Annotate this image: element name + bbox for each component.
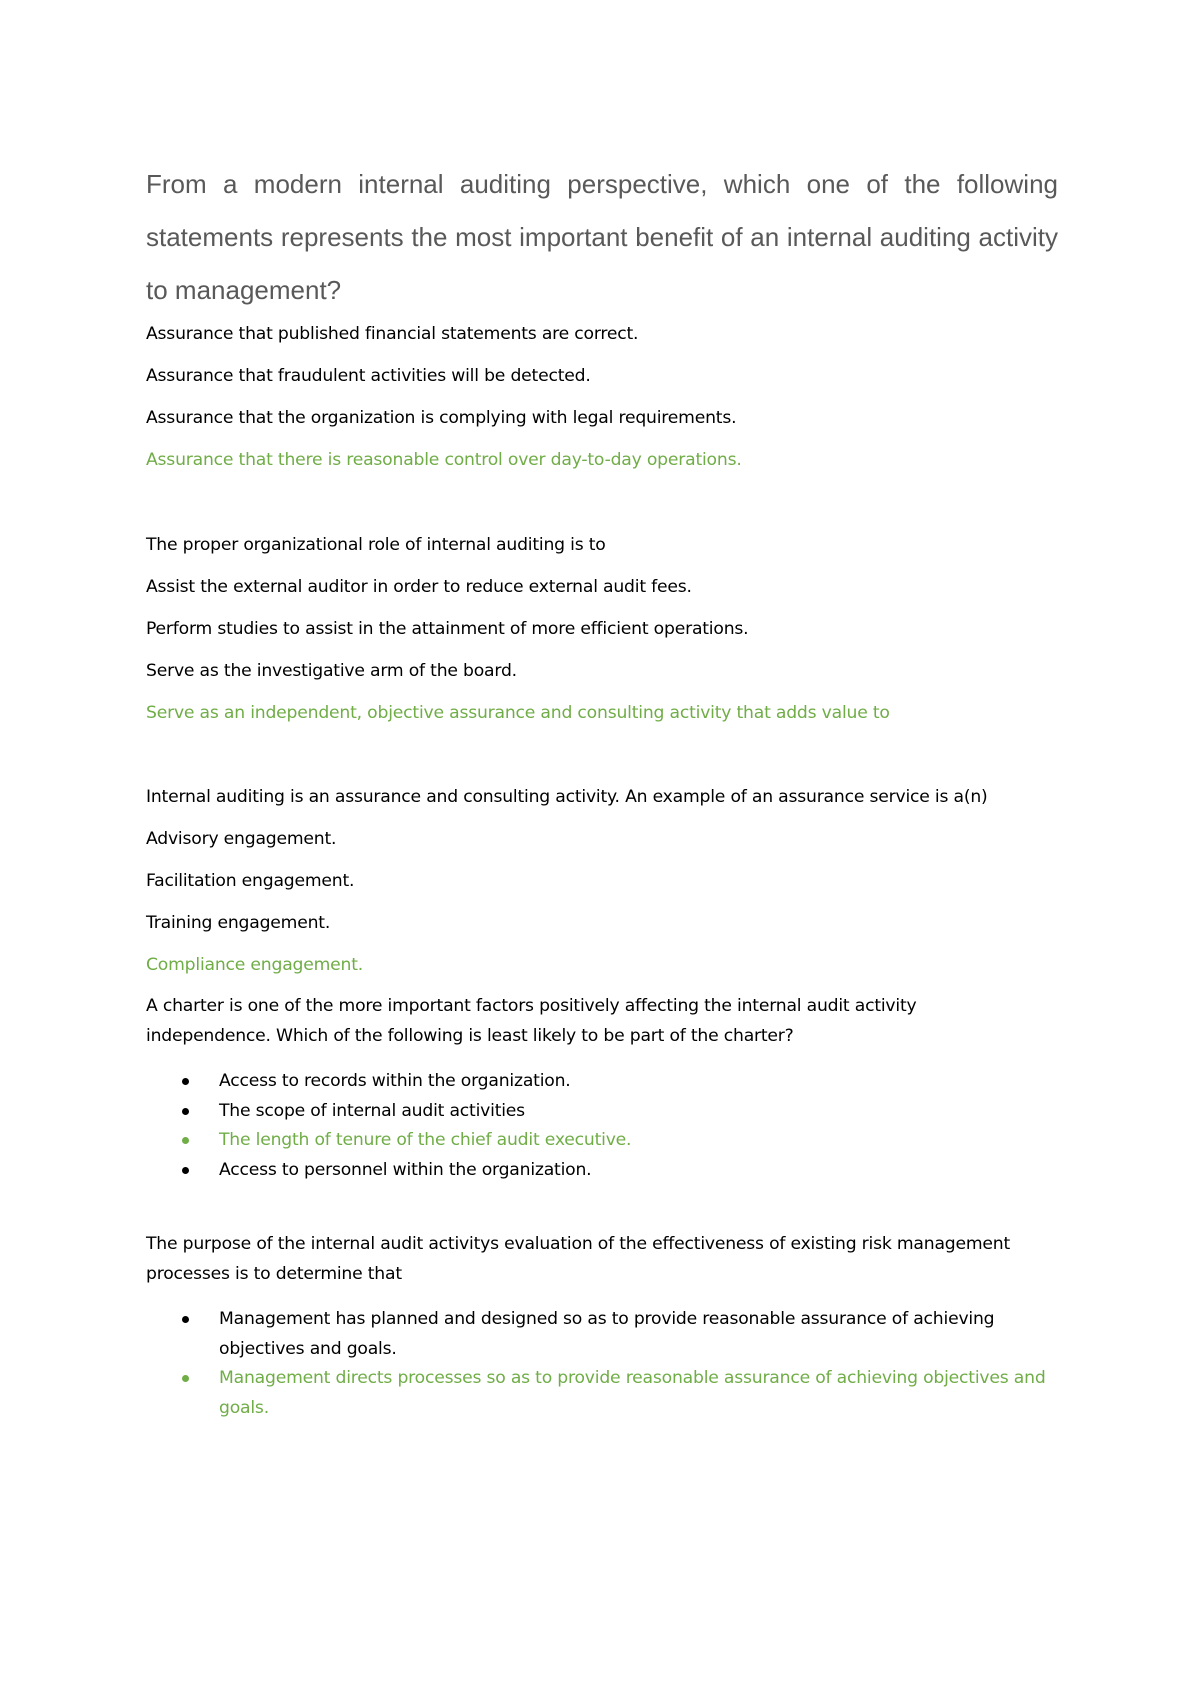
bullet-icon [182,1375,189,1382]
q4-options-list [146,1067,1046,1185]
q4-option-2 [146,1097,1046,1127]
q5-option-2-text: Management directs processes so as to provide reasonable assurance of achieving objectives and goals. [219,1368,1046,1418]
question-1-heading: From a modern internal auditing perspective, which one of the following statements represents the most important benefit of an internal auditing activity to management? [146,169,1058,305]
q4-option-1-text: Access to records within the organization. [219,1071,571,1091]
q4-option-4 [146,1156,1046,1186]
q2-option-1: Assist the external auditor in order to reduce external audit fees. [146,577,692,597]
q1-option-4-correct: Assurance that there is reasonable control over day-to-day operations. [146,450,742,470]
q1-option-3: Assurance that the organization is complying with legal requirements. [146,408,737,428]
question-4: A charter is one of the more important factors positively affecting the internal audit activity independence. Which of the following is least likely to be part of the charter? [146,996,917,1046]
q3-option-3: Training engagement. [146,913,331,933]
bullet-icon [182,1078,189,1085]
bullet-icon [182,1316,189,1323]
q2-option-2: Perform studies to assist in the attainment of more efficient operations. [146,619,749,639]
q3-option-2: Facilitation engagement. [146,871,355,891]
q2-option-3: Serve as the investigative arm of the board. [146,661,517,681]
q4-option-2-text: The scope of internal audit activities [219,1100,525,1121]
bullet-icon [182,1108,189,1115]
q4-option-3-correct [146,1126,1046,1156]
question-5: The purpose of the internal audit activitys evaluation of the effectiveness of existing risk management processes is to determine that [146,1234,1011,1284]
q5-option-2-correct [146,1364,1046,1423]
q3-option-1: Advisory engagement. [146,829,337,849]
q4-option-4-text: Access to personnel within the organization. [219,1159,592,1180]
q2-option-4-correct: Serve as an independent, objective assurance and consulting activity that adds value to [146,703,890,723]
bullet-icon [182,1167,189,1174]
q5-option-1-text: Management has planned and designed so as to provide reasonable assurance of achieving objectives and goals. [219,1309,995,1359]
bullet-icon [182,1137,189,1144]
q4-option-1 [146,1067,1046,1097]
q4-option-3-text: The length of tenure of the chief audit executive. [219,1130,632,1150]
q1-option-2: Assurance that fraudulent activities will be detected. [146,366,591,386]
q5-option-1 [146,1305,1046,1364]
question-2: The proper organizational role of internal auditing is to [146,535,606,555]
q3-option-4-correct: Compliance engagement. [146,955,364,975]
question-3: Internal auditing is an assurance and consulting activity. An example of an assurance service is a(n) [146,787,988,807]
q1-option-1: Assurance that published financial statements are correct. [146,324,639,344]
q5-options-list [146,1305,1046,1423]
